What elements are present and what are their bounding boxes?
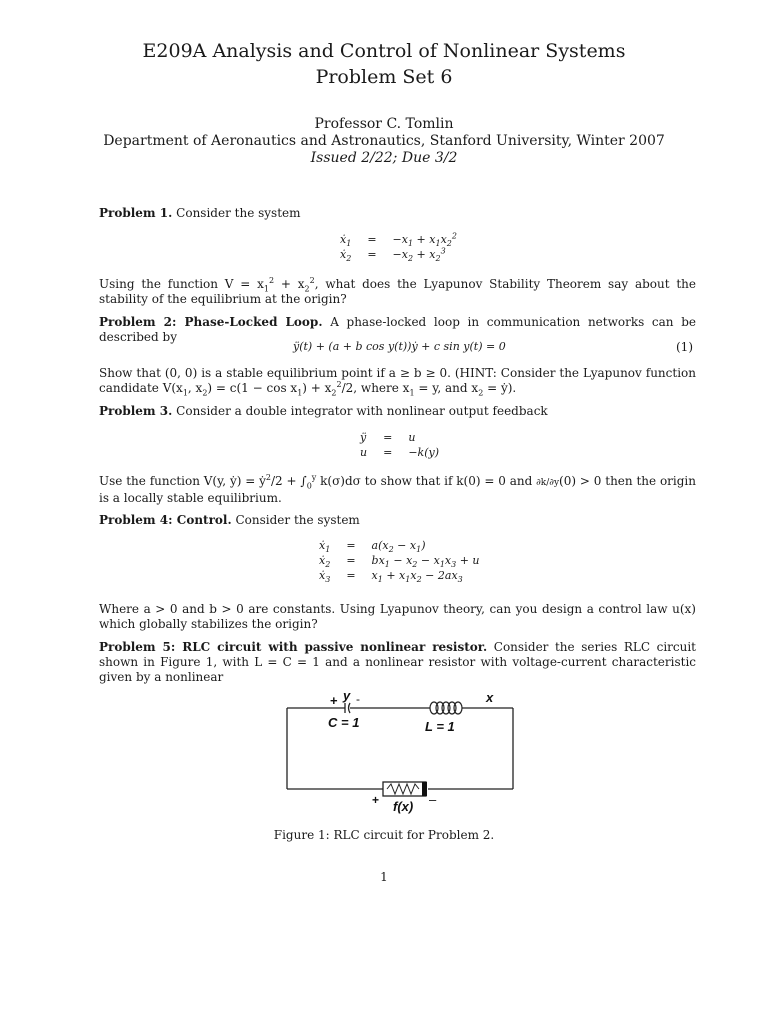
problem-2-question: Show that (0, 0) is a stable equilibrium point if a ≥ b ≥ 0. (HINT: Consider the Lyapunov function candidate $V(x_1$, $x_2) = c(1 - \cos x_1) + x_2^2/2$, where $x_1 = y$, and $x_2$ = ẏ). — [99, 366, 696, 398]
equation-number: (1) — [676, 340, 693, 354]
res-plus-sign: + — [372, 793, 380, 807]
x-label: x — [486, 690, 494, 705]
issued-date: Issued 2/22; Due 3/2 — [310, 150, 458, 166]
problem-5-label: Problem 5: RLC circuit with passive nonlinear resistor. — [99, 640, 488, 654]
problem-3-question: Use the function V(y, ẏ) = ẏ$^2$/2 + $\int_0^y$ k(σ)dσ to show that if k(0) = 0 and ∂k/∂y(0) > 0 then the origin is a locally stable equilibrium. — [99, 473, 696, 505]
capacitor-plate-right — [349, 703, 351, 713]
problem-1-equations: ẋ$_1$ = $-x_1 + x_1x_2^2$ ẋ$_2$ = $-x_2 + x_2^3$ — [340, 231, 457, 264]
capacitor-label: C = 1 — [328, 715, 360, 730]
problem-4-question: Where a > 0 and b > 0 are constants. Using Lyapunov theory, can you design a control law u(x) which globally stabilizes the origin? — [99, 602, 696, 631]
problem-4-equations: ẋ$_1$ = $a(x_2 - x_1)$ ẋ$_2$ = $bx_1 - x_2 - x_1x_3 + u$ ẋ$_3$ = $x_1 + x_1x_2 - 2ax_3$ — [319, 539, 480, 585]
inductor-coil — [430, 702, 462, 714]
problem-5-intro: Problem 5: RLC circuit with passive nonlinear resistor. Consider the series RLC circuit shown in Figure 1, with L = C = 1 and a nonlinear resistor with voltage-current characteristic given by a nonlinear — [99, 640, 697, 684]
res-minus-sign: – — [429, 792, 437, 807]
cap-plus-sign: + — [330, 693, 338, 708]
problem-set-title: Problem Set 6 — [315, 66, 453, 88]
problem-3-intro: Problem 3. Consider a double integrator with nonlinear output feedback — [99, 404, 548, 418]
problem-3-equations: ÿ = u u = −k(y) — [360, 431, 439, 459]
cap-minus-sign: - — [356, 692, 360, 706]
problem-2-equation: ÿ(t) + (a + b cos y(t))ẏ + c sin y(t) = 0 — [293, 340, 506, 353]
department: Department of Aeronautics and Astronautics, Stanford University, Winter 2007 — [103, 133, 665, 149]
problem-2-intro: Problem 2: Phase-Locked Loop. A phase-locked loop in communication networks can be described by — [99, 315, 696, 344]
course-title: E209A Analysis and Control of Nonlinear Systems — [142, 40, 626, 62]
problem-1-question: Using the function $V = x_1^2 + x_2^2$, what does the Lyapunov Stability Theorem say about the stability of the equilibrium at the origin? — [99, 276, 697, 306]
problem-4-intro: Problem 4: Control. Consider the system — [99, 513, 360, 527]
figure-caption: Figure 1: RLC circuit for Problem 2. — [273, 828, 495, 842]
problem-1-label: Problem 1. — [99, 206, 173, 220]
professor-name: Professor C. Tomlin — [314, 116, 454, 132]
resistor-terminal — [422, 782, 427, 796]
resistor-label: f(x) — [393, 799, 414, 814]
rlc-circuit-diagram — [270, 685, 530, 820]
inductor-label: L = 1 — [425, 719, 455, 734]
problem-4-label: Problem 4: Control. — [99, 513, 232, 527]
page-number: 1 — [380, 870, 388, 884]
problem-1-intro: Problem 1. Consider the system — [99, 206, 301, 220]
problem-3-label: Problem 3. — [99, 404, 173, 418]
problem-2-label: Problem 2: Phase-Locked Loop. — [99, 315, 323, 329]
y-label: y — [343, 688, 351, 703]
